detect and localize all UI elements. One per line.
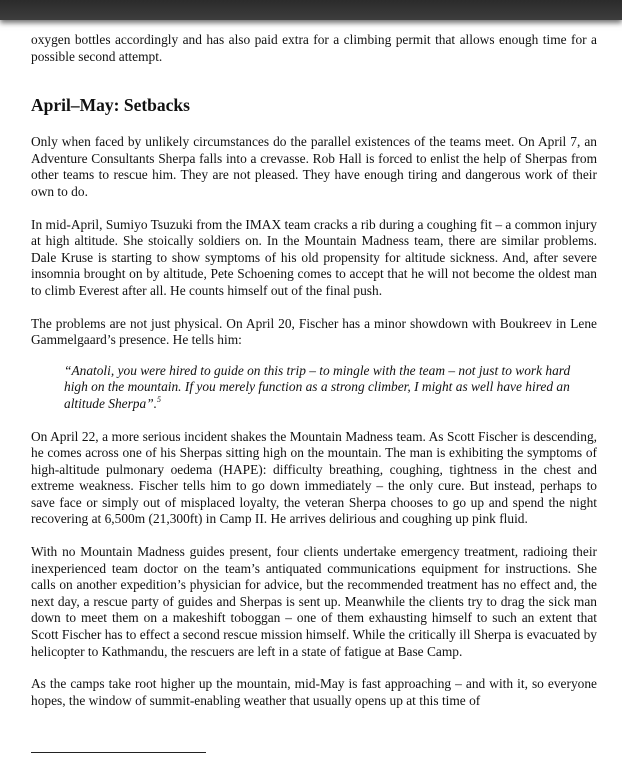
paragraph-crevasse: Only when faced by unlikely circumstances do the parallel existences of the teams meet. On April 7, an Adventure Consultants Sherpa falls into a crevasse. Rob Hall is forced to enlist the help of Sherpas from other teams to rescue him. They are not pleased. They have enough tiring and dangerous work of their own to do. xyxy=(31,134,597,199)
paragraph-weather-window: As the camps take root higher up the mountain, mid-May is fast approaching – and with it, so everyone hopes, the window of summit-enabling weather that usually opens up at this time of xyxy=(31,676,597,708)
footnote-reference[interactable]: 5 xyxy=(157,394,161,404)
paragraph-injuries: In mid-April, Sumiyo Tsuzuki from the IMAX team cracks a rib during a coughing fit – a common injury at high altitude. She stoically soldiers on. In the Mountain Madness team, there are similar problems. Dale Kruse is starting to show symptoms of his old propensity for altitude sickness. And, after severe insomnia brought on by altitude, Pete Schoening comes to accept that he will not become the oldest man to climb Everest after all. He counts himself out of the final push. xyxy=(31,216,597,298)
intro-continuation-paragraph: oxygen bottles accordingly and has also paid extra for a climbing permit that allows enough time for a possible second attempt. xyxy=(31,32,597,64)
paragraph-rescue: With no Mountain Madness guides present, four clients undertake emergency treatment, radioing their inexperienced team doctor on the team’s antiquated communications equipment for instructions. She calls on another expedition’s physician for advice, but the recommended treatment has no effect and, the next day, a rescue party of guides and Sherpas is sent up. Meanwhile the clients try to drag the sick man down to meet them on a makeshift toboggan – one of them exhausting himself to such an extent that Scott Fischer has to effect a second rescue mission himself. While the critically ill Sherpa is evacuated by helicopter to Kathmandu, the rescuers are left in a state of fatigue at Base Camp. xyxy=(31,544,597,659)
section-heading: April–May: Setbacks xyxy=(31,95,190,116)
document-page xyxy=(31,32,597,725)
footnote-separator xyxy=(31,752,206,753)
paragraph-hape-incident: On April 22, a more serious incident shakes the Mountain Madness team. As Scott Fischer is descending, he comes across one of his Sherpas sitting high on the mountain. The man is exhibiting the symptoms of high-altitude pulmonary oedema (HAPE): difficulty breathing, coughing, tightness in the chest and extreme weakness. Fischer tells him to go down immediately – the only cure. But instead, perhaps to save face or simply out of misplaced loyalty, the veteran Sherpa chooses to go up and spend the night recovering at 6,500m (21,300ft) in Camp II. He arrives delirious and coughing up pink fluid. xyxy=(31,428,597,527)
quote-text: “Anatoli, you were hired to guide on this trip – to mingle with the team – not just to work hard high on the mountain. If you merely function as a strong climber, I might as well have hired an altitude Sherpa”. xyxy=(64,362,571,411)
paragraph-showdown: The problems are not just physical. On April 20, Fischer has a minor showdown with Boukreev in Lene Gammelgaard’s presence. He tells him: xyxy=(31,315,597,348)
viewer-toolbar xyxy=(0,0,622,20)
block-quote xyxy=(64,363,575,413)
